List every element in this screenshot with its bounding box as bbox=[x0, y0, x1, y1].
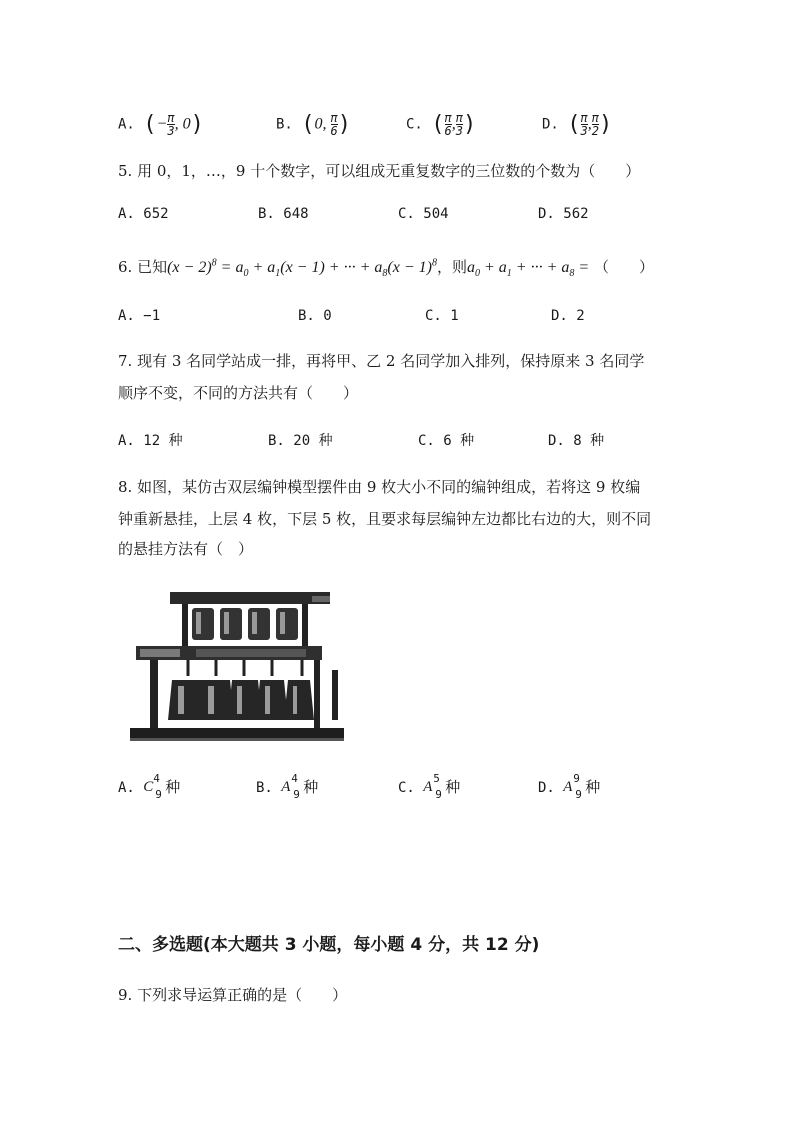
q9-stem: 9. 下列求导运算正确的是（ ） bbox=[118, 986, 348, 1004]
fraction: $\frac{\pi}{3}$ bbox=[580, 111, 588, 138]
q8-option-a: A. C 4 9 种 bbox=[118, 772, 181, 801]
q8-option-d: D. A 9 9 种 bbox=[538, 772, 601, 801]
q7-stem-line2: 顺序不变，不同的方法共有（ ） bbox=[118, 384, 359, 402]
q6-sum: $a_0 + a_1$ + ··· + $a_8$ = bbox=[466, 259, 590, 280]
arrangement-symbol: A 9 9 bbox=[563, 772, 582, 801]
q6-stem: 6. 已知$(x - 2)^8 = a_0 + a_1(x - 1)$ + ··· + $a_8(x - 1)^8$，则$a_0 + a_1$ + ··· + $a_8$ = （ ） bbox=[118, 257, 654, 280]
fraction: $\frac{\pi}{2}$ bbox=[591, 111, 600, 138]
q8-stem-line2: 钟重新悬挂，上层 4 枚，下层 5 枚，且要求每层编钟左边都比右边的大，则不同 bbox=[118, 510, 652, 528]
fraction: $\frac{\pi}{3}$ bbox=[455, 111, 464, 138]
q7-stem-line1: 7. 现有 3 名同学站成一排，再将甲、乙 2 名同学加入排列，保持原来 3 名同学 bbox=[118, 352, 645, 370]
q6-option-d: D. 2 bbox=[551, 308, 585, 324]
q5-stem: 5. 用 0，1，…，9 十个数字，可以组成无重复数字的三位数的个数为（ ） bbox=[118, 162, 641, 180]
fraction: $\frac{\pi}{6}$ bbox=[330, 111, 338, 138]
q8-stem-line1: 8. 如图，某仿古双层编钟模型摆件由 9 枚大小不同的编钟组成，若将这 9 枚编 bbox=[118, 478, 641, 496]
q7-option-a: A. 12 种 bbox=[118, 433, 183, 449]
q8-stem-line3: 的悬挂方法有（ ） bbox=[118, 540, 254, 558]
q4-option-a: A. (− $\frac{\pi}{3}$ , 0) bbox=[118, 111, 204, 138]
q8-option-c: C. A 5 9 种 bbox=[398, 772, 461, 801]
arrangement-symbol: A 4 9 bbox=[281, 772, 300, 801]
q7-option-d: D. 8 种 bbox=[548, 433, 605, 449]
fraction: $\frac{\pi}{6}$ bbox=[444, 111, 452, 138]
q7-option-b: B. 20 种 bbox=[268, 433, 333, 449]
q8-option-b: B. A 4 9 种 bbox=[256, 772, 319, 801]
q5-option-d: D. 562 bbox=[538, 206, 589, 222]
q4-option-b: B. (0, $\frac{\pi}{6}$ ) bbox=[276, 111, 352, 138]
q5-option-a: A. 652 bbox=[118, 206, 169, 222]
q6-option-a: A. −1 bbox=[118, 308, 161, 324]
q4-option-d: D. ( $\frac{\pi}{3}$ , $\frac{\pi}{2}$ ) bbox=[542, 111, 613, 138]
fraction: $\frac{\pi}{3}$ bbox=[167, 111, 175, 138]
q6-option-b: B. 0 bbox=[298, 308, 332, 324]
q4-option-c: C. ( $\frac{\pi}{6}$ , $\frac{\pi}{3}$ ) bbox=[406, 111, 477, 138]
section-heading: 二、多选题(本大题共 3 小题，每小题 4 分，共 12 分) bbox=[118, 935, 540, 955]
q6-equation: $(x - 2)^8 = a_0 + a_1(x - 1)$ + ··· + $a_8(x - 1)^8$ bbox=[167, 257, 437, 280]
q7-option-c: C. 6 种 bbox=[418, 433, 475, 449]
combination-symbol: C 4 9 bbox=[143, 772, 162, 801]
arrangement-symbol: A 5 9 bbox=[423, 772, 442, 801]
q6-option-c: C. 1 bbox=[425, 308, 459, 324]
bell-set-figure bbox=[126, 588, 348, 748]
q5-option-b: B. 648 bbox=[258, 206, 309, 222]
q5-option-c: C. 504 bbox=[398, 206, 449, 222]
